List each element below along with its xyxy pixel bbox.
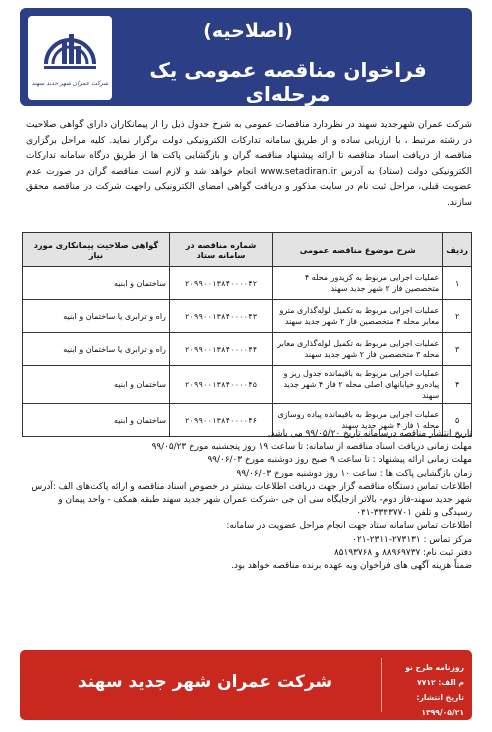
row-num: ۳ — [443, 333, 472, 366]
newspaper-name: روزنامه طرح نو — [405, 663, 464, 672]
intro-paragraph: شرکت عمران شهرجدید سهند در نظردارد مناقصات عمومی به شرح جدول ذیل را از پیمانکاران دارای گواهی صلاحیت در رشته مرتبط ، با ارزیابی ساده و از طریق سامانه تدارکات الکترونیکی دولت برگزار نماید. کلیه مراحل برگزاری مناقصه از دریافت اسناد مناقصه تا ارائه پیشنهاد مناقصه گران و بازگشایی پاکت ها از طریق درگاه سامانه تدارکات الکترونیکی دولت (ستاد) به آدرس www.setadiran.ir انجام خواهد شد و لازم است مناقصه گران در صورت عدم عضویت قبلی، مراحل ثبت نام در سایت مذکور و دریافت گواهی امضای الکترونیکی راجهت شرکت در مناقصه محقق سازند. — [26, 120, 472, 208]
header-num: ردیف — [443, 233, 472, 267]
logo-caption: شرکت عمران شهر جدید سهند — [31, 80, 109, 87]
row-qualification: ساختمان و ابنیه — [23, 366, 170, 404]
row-code: ۲۰۹۹۰۰۱۳۸۴۰۰۰۰۴۵ — [169, 366, 272, 404]
table-row — [23, 300, 472, 333]
tender-details — [26, 428, 472, 573]
company-logo — [28, 16, 112, 100]
footer-banner — [20, 650, 472, 720]
table-header-row — [23, 233, 472, 267]
row-code: ۲۰۹۹۰۰۱۳۸۴۰۰۰۰۴۶ — [169, 404, 272, 437]
notice-title: فراخوان مناقصه عمومی یک مرحله‌ای — [149, 58, 427, 106]
row-code: ۲۰۹۹۰۰۱۳۸۴۰۰۰۰۴۲ — [169, 267, 272, 300]
row-qualification: راه و ترابری یا ساختمان و ابنیه — [23, 300, 170, 333]
row-subject: عملیات اجرایی مربوط به باقیمانده پیاده روسازی محله ۱ فاز ۴ شهر جدید سهند — [273, 404, 443, 437]
offer-deadline-line: مهلت زمانی ارائه پیشنهاد : تا ساعت ۹ صبح روز دوشنبه مورخ ۹۹/۰۶/۰۳ — [207, 455, 472, 466]
row-code: ۲۰۹۹۰۰۱۳۸۴۰۰۰۰۴۴ — [169, 333, 272, 366]
setad-contact-title: اطلاعات تماس سامانه ستاد جهت انجام مراحل عضویت در سامانه: — [226, 521, 472, 532]
publication-meta — [386, 660, 464, 720]
contact-center-line: مرکز تماس : ۲۷۳۱۳۱-۲۳۱۱-۰۲۱ — [352, 534, 472, 545]
doc-deadline-line: مهلت زمانی دریافت اسناد مناقصه از سامانه: تا ساعت ۱۹ روز پنجشنبه مورخ ۹۹/۰۵/۲۳ — [151, 442, 472, 453]
footer-divider — [381, 658, 382, 712]
opening-time-line: زمان بازگشایی پاکت ها : ساعت ۱۰ روز دوشنبه مورخ ۹۹/۰۶/۰۳ — [236, 468, 472, 479]
registration-office-line: دفتر ثبت نام: ۸۸۹۶۹۷۳۷ و ۸۵۱۹۳۷۶۸ — [334, 547, 472, 558]
row-subject: عملیات اجرایی مربوط به باقیمانده جدول ریز و پیاده‌رو خیابانهای اصلی محله ۲ فاز ۴ شهر جدید سهند — [273, 366, 443, 404]
contact-info-paragraph: اطلاعات تماس دستگاه مناقصه گزار جهت دریافت اطلاعات بیشتر در خصوص اسناد مناقصه و ارائه پاکت‌های الف :آدرس شهر جدید سهند-فاز دوم- بالاتر ازجایگاه سی ان جی -شرکت عمران شهر جدید سهند طبقه همکف - واحد پیمان و رسیدگی و تلفن ۳۳۴۳۷۷۰۱-۰۴۱ — [31, 481, 472, 519]
row-num: ۲ — [443, 300, 472, 333]
row-num: ۱ — [443, 267, 472, 300]
header-qualification: گواهی صلاحیت پیمانکاری مورد نیاز — [23, 233, 170, 267]
row-subject: عملیات اجرایی مربوط به کریدور محله ۴ متخصصین فاز ۲ شهر جدید سهند — [273, 267, 443, 300]
table-row — [23, 366, 472, 404]
footer-company-name: شرکت عمران شهر جدید سهند — [77, 672, 333, 692]
notice-correction-label: (اصلاحیه) — [203, 20, 293, 42]
publication-date: تاریخ انتشار: ۱۳۹۹/۰۵/۲۱ — [416, 693, 464, 717]
header-subject: شرح موضوع مناقصه عمومی — [273, 233, 443, 267]
table-row — [23, 267, 472, 300]
row-subject: عملیات اجرایی مربوط به تکمیل لوله‌گذاری معابر محله ۳ متخصصین فاز ۲ شهر جدید سهند — [273, 333, 443, 366]
cityscape-icon — [42, 20, 98, 78]
row-code: ۲۰۹۹۰۰۱۳۸۴۰۰۰۰۴۳ — [169, 300, 272, 333]
ad-cost-note: ضمناً هزینه آگهی های فراخوان وبه عهده برنده مناقصه خواهد بود. — [231, 561, 472, 572]
row-subject: عملیات اجرایی مربوط به تکمیل لوله‌گذاری مترو معابر محله ۴ متخصصین فاز ۲ شهر جدید سهند — [273, 300, 443, 333]
publish-date-line: تاریخ انتشار مناقصه درسامانه تاریخ ۹۹/۰۵/۲۰ می باشد. — [267, 429, 472, 439]
row-num: ۵ — [443, 404, 472, 437]
row-qualification: ساختمان و ابنیه — [23, 267, 170, 300]
header-banner — [20, 8, 472, 106]
row-qualification: ساختمان و ابنیه — [23, 404, 170, 437]
tender-table — [22, 232, 472, 437]
header-code: شماره مناقصه در سامانه ستاد — [169, 233, 272, 267]
ad-number: م الف: ۷۷۱۲ — [417, 678, 464, 687]
row-num: ۴ — [443, 366, 472, 404]
table-row — [23, 333, 472, 366]
row-qualification: راه و ترابری یا ساختمان و ابنیه — [23, 333, 170, 366]
